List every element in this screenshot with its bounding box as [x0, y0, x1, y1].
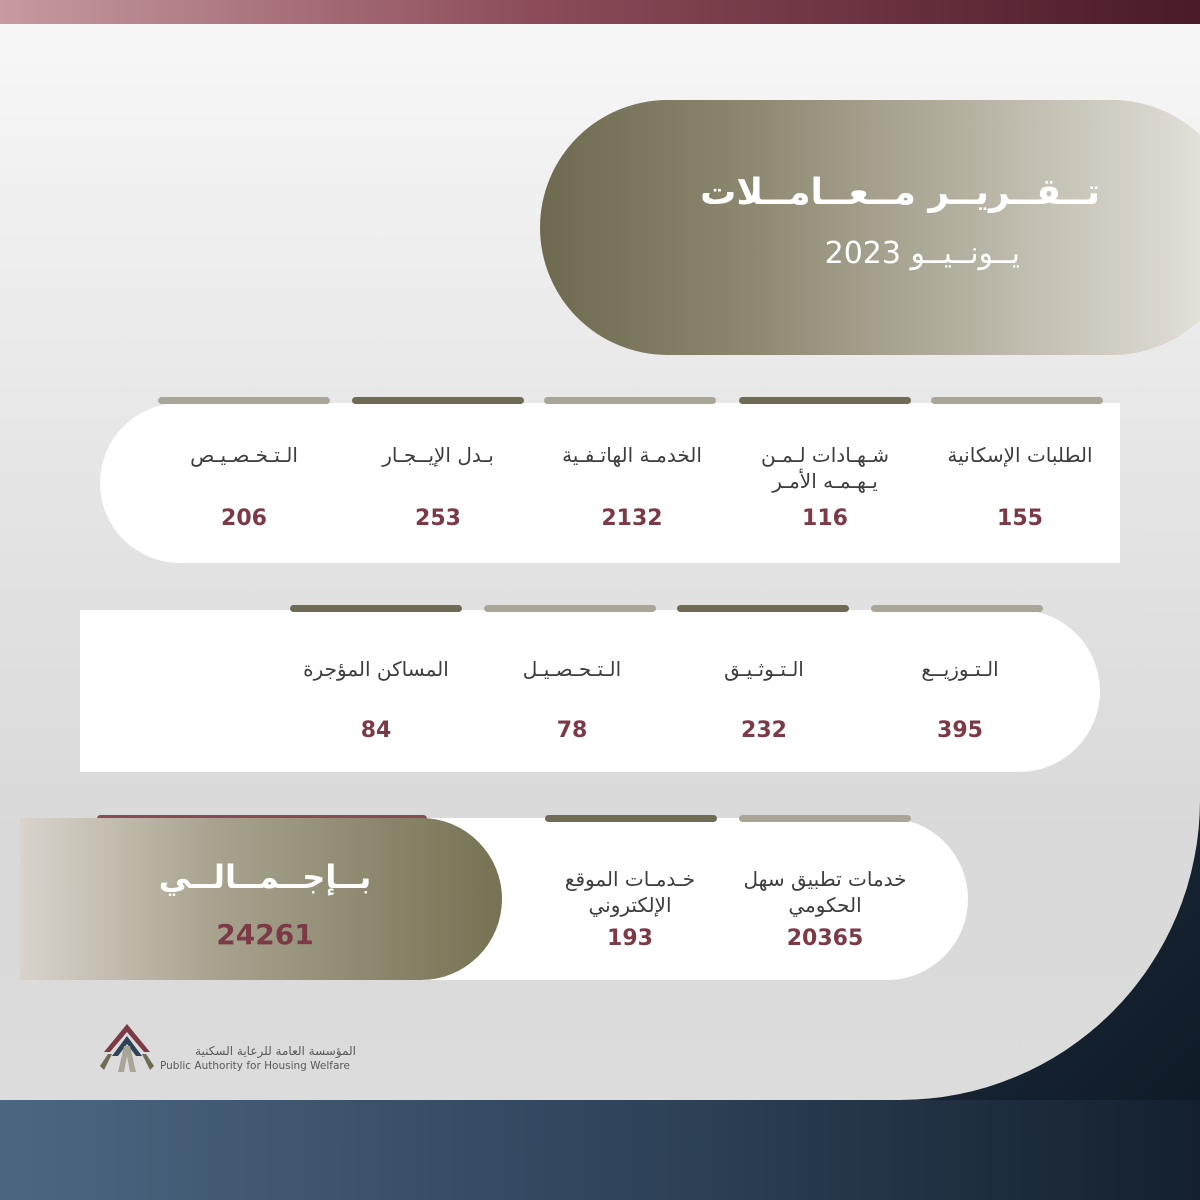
stat-value-documentation: 232 [741, 718, 787, 743]
organization-name-english: Public Authority for Housing Welfare [160, 1060, 350, 1072]
stat-label-phone-service: الخدمـة الهاتـفـية [562, 443, 702, 467]
housing-welfare-logo-icon [98, 1022, 156, 1074]
organization-name-arabic: المؤسسة العامة للرعاية السكنية [195, 1044, 356, 1058]
stat-label-distribution: الـتـوزيــع [921, 657, 999, 681]
report-title: تــقــريــر مــعــامــلات [700, 172, 1100, 213]
stat-label-rented-homes: المساكن المؤجرة [303, 657, 449, 681]
stat-bar [871, 605, 1043, 612]
stat-label-rent-allowance: بـدل الإيــجـار [382, 443, 494, 467]
total-value: 24261 [216, 918, 314, 951]
stat-bar [931, 397, 1103, 404]
stat-bar [739, 397, 911, 404]
total-label: بــإجــمــالــي [158, 858, 372, 896]
stat-label-sahel-app: خدمات تطبيق سهل الحكومي [743, 867, 907, 917]
stat-value-website-services: 193 [607, 926, 653, 951]
stat-bar [158, 397, 330, 404]
top-accent-bar [0, 0, 1200, 24]
stat-bar [484, 605, 656, 612]
stat-value-certificates: 116 [802, 506, 848, 531]
stats-row-1 [100, 403, 1120, 563]
stat-label-website-services: خـدمـات الموقع الإلكتروني [564, 867, 696, 917]
stat-value-allocation: 206 [221, 506, 267, 531]
stat-label-housing-requests: الطلبات الإسكانية [947, 443, 1093, 467]
stat-bar [677, 605, 849, 612]
stat-value-phone-service: 2132 [601, 506, 663, 531]
stat-bar [290, 605, 462, 612]
stat-bar [352, 397, 524, 404]
stat-bar [739, 815, 911, 822]
stat-value-housing-requests: 155 [997, 506, 1043, 531]
total-banner [20, 818, 502, 980]
stat-label-documentation: الـتـوثـيـق [724, 657, 804, 681]
stat-bar [544, 397, 716, 404]
stat-label-collection: الـتـحـصـيـل [522, 657, 622, 681]
stat-value-rented-homes: 84 [360, 718, 392, 743]
stat-bar [545, 815, 717, 822]
stat-value-collection: 78 [556, 718, 588, 743]
stat-value-rent-allowance: 253 [415, 506, 461, 531]
stat-label-certificates: شـهـادات لـمـن يـهـمـه الأمـر [760, 443, 890, 493]
stat-label-allocation: الـتـخـصـيـص [190, 443, 298, 467]
title-banner [540, 100, 1200, 355]
stat-value-distribution: 395 [937, 718, 983, 743]
report-period: يــونــيــو 2023 [824, 236, 1020, 271]
stat-value-sahel-app: 20365 [786, 926, 864, 951]
stats-row-2 [80, 610, 1100, 772]
bottom-band [0, 1100, 1200, 1200]
